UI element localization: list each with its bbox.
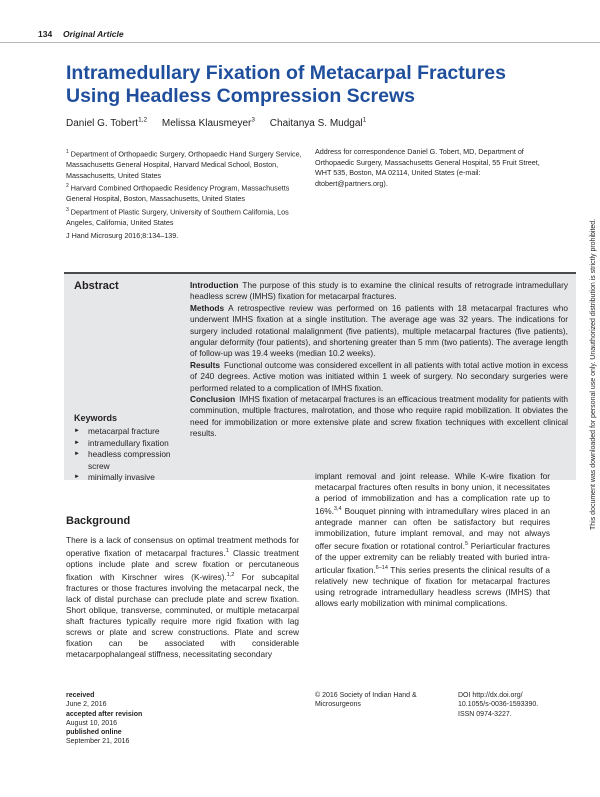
abstract-section-text: The purpose of this study is to examine the clinical results of retrograde intramedullary headless screw (IMHS) fixation for metacarpal fractures. <box>190 280 568 302</box>
date-label: received <box>66 692 95 699</box>
affiliations <box>66 147 306 228</box>
body-text: implant removal and joint release. While K-wire fixation for metacarpal fractures often results in bony union, it necessitates a period of immobilization and has a complication rate up to 16%. <box>315 471 550 517</box>
journal-citation: J Hand Microsurg 2016;8:134–139. <box>66 231 179 240</box>
date-label: accepted after revision <box>66 710 143 718</box>
title-line: Using Headless Compression Screws <box>66 85 415 107</box>
abstract-section-label: Introduction <box>190 280 239 290</box>
author <box>270 118 366 129</box>
title-line: Intramedullary Fixation of Metacarpal Fractures <box>66 62 506 84</box>
keyword-item: ► minimally invasive <box>74 472 189 484</box>
doi-link[interactable]: DOI http://dx.doi.org/ <box>458 692 523 699</box>
abstract-body <box>190 280 568 440</box>
doi-value: 10.1055/s-0036-1593390. <box>458 701 539 709</box>
body-text: Periarticular fractures of the upper extremity can be reliably treated with buried intra-articular fixation. <box>315 541 550 576</box>
author-name: Daniel G. Tobert <box>66 118 139 130</box>
author <box>162 118 255 129</box>
affiliation-number: 2 <box>66 183 69 190</box>
keywords-list <box>74 426 189 484</box>
body-text: Classic treatment options include plate and screw fixation or percutaneous fixation with Kirschner wires (K-wires). <box>66 547 299 582</box>
copyright-notice: © 2016 Society of Indian Hand & Microsurgeons <box>315 692 417 709</box>
author-affiliation-mark: 3 <box>251 117 256 124</box>
correspondence-text: Daniel G. Tobert, MD, Department of Orthopaedic Surgery, Massachusetts General Hospital, 55 Fruit Street, WHT 535, Boston, MA 02114, United States (e-mail: dtobert@partners.org). <box>315 147 540 188</box>
author <box>66 118 147 129</box>
doi-block <box>458 691 578 719</box>
body-column-right <box>315 471 550 609</box>
body-text: For subcapital fractures or those fractures involving the metacarpal neck, the lack of distal purchase can preclude plate and screw fixation. Short oblique, transverse, comminuted, or multiple metacarpal shaft fractures typically require more rigid fixation with lag screws or plate and screw constructions. Plate and screw fixation can be associated with considerable metacarpophalangeal stiffness, necessitating secondary <box>66 571 299 660</box>
author-list <box>66 117 536 129</box>
body-text: There is a lack of consensus on optimal treatment methods for operative fixation of metacarpal fractures. <box>66 535 299 558</box>
citation-ref: 3,4 <box>333 506 342 513</box>
abstract-heading: Abstract <box>74 280 119 292</box>
article-type-label: Original Article <box>63 29 124 39</box>
download-notice: This document was downloaded for personal use only. Unauthorized distribution is strictly prohibited. <box>590 218 597 530</box>
body-column-left <box>66 535 299 661</box>
keyword-item: ► headless compression screw <box>74 449 189 472</box>
body-text: Bouquet pinning with intramedullary wires placed in an antegrade manner can often be satisfactory but requires immobilization, future implant removal, and may not always offer secure fixation or rotational control. <box>315 506 550 552</box>
affiliation-number: 1 <box>66 149 69 155</box>
date-value: August 10, 2016 <box>66 719 117 727</box>
abstract-section-label: Results <box>190 359 220 370</box>
abstract-section-label: Conclusion <box>190 394 236 405</box>
abstract-section-text: IMHS fixation of metacarpal fractures is an efficacious treatment modality for patients with comminution, multiple fractures, malrotation, and those who require rapid mobilization. It obviates the need for immobilization or more extensive plate and screw fixation techniques with excellent clinical results. <box>190 394 568 439</box>
citation-ref: 6–14 <box>375 565 388 572</box>
affiliation-text: Department of Orthopaedic Surgery, Orthopaedic Hand Surgery Service, Massachusetts General Hospital, Harvard Medical School, Boston, Massachusetts, United States <box>66 149 302 180</box>
abstract-section <box>190 280 568 303</box>
citation-ref: 1 <box>225 548 229 555</box>
abstract-section <box>190 303 568 360</box>
author-name: Chaitanya S. Mudgal <box>269 118 363 130</box>
correspondence-address <box>315 147 555 189</box>
affiliation-number: 3 <box>66 206 69 213</box>
affiliation <box>66 205 306 229</box>
correspondence-label: Address for correspondence <box>315 147 406 156</box>
keyword-item: ► intramedullary fixation <box>74 438 189 450</box>
affiliation <box>66 147 306 181</box>
body-text: This series presents the clinical results of a relatively new technique of fixation for metacarpal fractures using retrograde intramedullary headless screws (IMHS) that allows early mobilization with minimal complications. <box>315 565 550 609</box>
author-affiliation-mark: 1 <box>362 117 367 124</box>
abstract-section-label: Methods <box>190 302 225 313</box>
header-rule <box>0 42 600 43</box>
keywords-heading: Keywords <box>74 413 118 423</box>
affiliation-text: Harvard Combined Orthopaedic Residency Program, Massachusetts General Hospital, Boston, Massachusetts, United States <box>66 183 290 204</box>
abstract-box <box>64 272 576 480</box>
date-label: published online <box>66 729 122 737</box>
abstract-section <box>190 360 568 394</box>
abstract-section-text: Functional outcome was considered excellent in all patients with total active motion in excess of 240 degrees. Active motion was initiated within 1 week of surgery. No secondary surgeries were performed related to a complication of IMHS fixation. <box>190 359 568 393</box>
running-header <box>0 26 600 46</box>
abstract-section <box>190 394 568 440</box>
date-value: September 21, 2016 <box>66 738 130 746</box>
author-affiliation-mark: 1,2 <box>138 117 148 124</box>
affiliation-text: Department of Plastic Surgery, University of Southern California, Los Angeles, California, United States <box>66 207 289 227</box>
date-value: June 2, 2016 <box>66 701 107 709</box>
author-name: Melissa Klausmeyer <box>161 118 252 130</box>
article-title <box>66 62 536 108</box>
citation-ref: 5 <box>464 541 469 548</box>
background-heading: Background <box>66 515 131 527</box>
issn: ISSN 0974-3227. <box>458 710 512 718</box>
affiliation <box>66 181 306 205</box>
page-number: 134 <box>38 29 53 39</box>
keyword-item: ► metacarpal fracture <box>74 426 189 438</box>
abstract-section-text: A retrospective review was performed on 16 patients with 18 metacarpal fractures who underwent IMHS fixation at a single institution. The average age was 32 years. The indications for surgery included rotational malalignment (five patients), multiple metacarpal fractures (five patients), angular deformity (four patients), and shortening greater than 5 mm (two patients). The average length of follow-up was 19.4 weeks (median 10.2 weeks). <box>190 302 568 359</box>
citation-ref: 1,2 <box>226 572 235 579</box>
article-dates <box>66 691 266 747</box>
